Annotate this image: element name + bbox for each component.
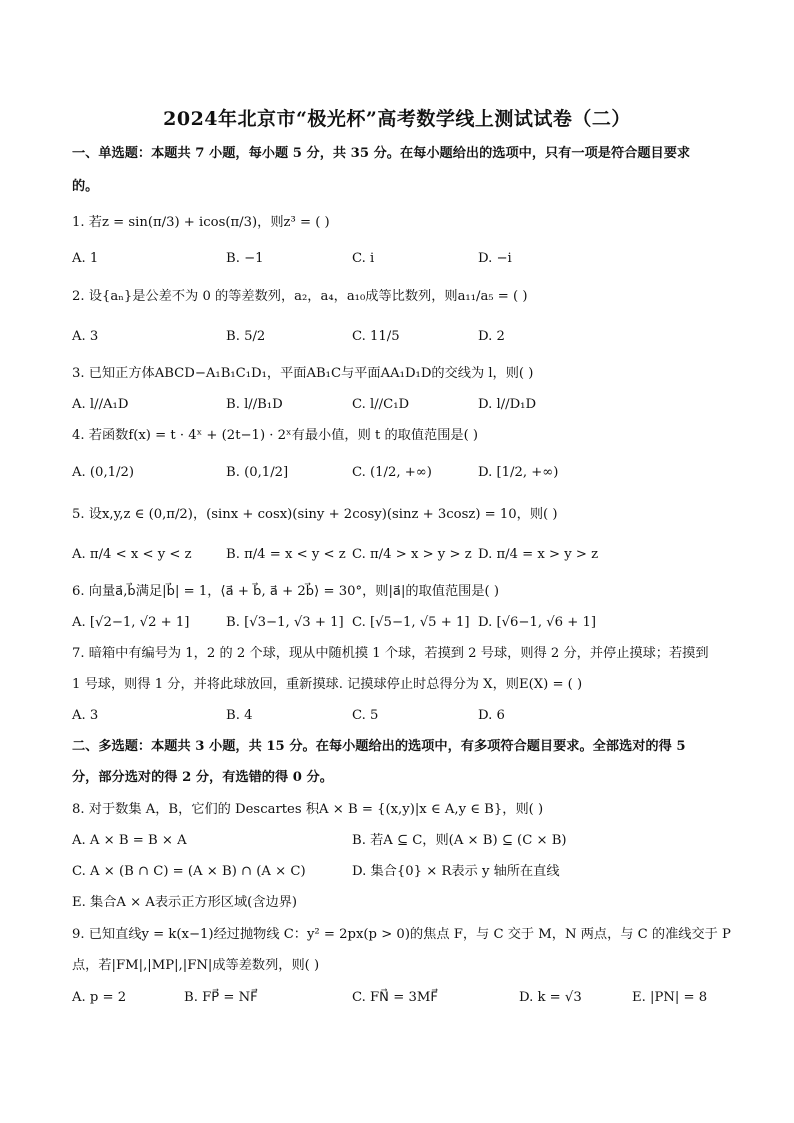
question-5-option-a: A. π/4 < x < y < z xyxy=(72,547,192,562)
question-2-option-a: A. 3 xyxy=(72,329,99,344)
question-3-option-b: B. l//B₁D xyxy=(226,397,283,412)
question-7-option-a: A. 3 xyxy=(72,708,99,723)
section2-instructions: 二、多选题：本题共 3 小题，共 15 分。在每小题给出的选项中，有多项符合题目要求。全部选对的得 5 xyxy=(72,739,686,754)
question-4-options xyxy=(72,464,732,482)
section1-instructions-cont: 的。 xyxy=(72,179,99,194)
question-1-options xyxy=(72,250,732,268)
question-8-options-row3 xyxy=(72,894,732,912)
question-4-option-c: C. (1/2, +∞) xyxy=(352,465,432,480)
question-5-option-d: D. π/4 = x > y > z xyxy=(478,547,599,562)
question-9-option-a: A. p = 2 xyxy=(72,990,127,1005)
question-7-option-b: B. 4 xyxy=(226,708,253,723)
question-3-stem: 3. 已知正方体ABCD−A₁B₁C₁D₁，平面AB₁C与平面AA₁D₁D的交线为 l，则( ) xyxy=(72,366,534,381)
question-3-option-a: A. l//A₁D xyxy=(72,397,129,412)
question-8-option-c: C. A × (B ∩ C) = (A × B) ∩ (A × C) xyxy=(72,864,306,879)
question-7-stem: 7. 暗箱中有编号为 1，2 的 2 个球，现从中随机摸 1 个球，若摸到 2 号球，则得 2 分，并停止摸球；若摸到 xyxy=(72,646,709,661)
question-9-stem-cont: 点，若|FM|,|MP|,|FN|成等差数列，则( ) xyxy=(72,958,320,973)
question-2-options xyxy=(72,328,732,346)
question-7-options xyxy=(72,707,732,725)
question-5-stem: 5. 设x,y,z ∈ (0,π/2)，(sinx + cosx)(siny + 2cosy)(sinz + 3cosz) = 10，则( ) xyxy=(72,507,558,522)
question-9-options xyxy=(72,989,732,1007)
question-1-option-b: B. −1 xyxy=(226,251,264,266)
question-1-option-a: A. 1 xyxy=(72,251,99,266)
question-7-option-c: C. 5 xyxy=(352,708,379,723)
question-6-option-b: B. [√3−1, √3 + 1] xyxy=(226,615,344,630)
question-3-option-d: D. l//D₁D xyxy=(478,397,537,412)
question-5-options xyxy=(72,546,732,564)
question-6-options xyxy=(72,614,732,632)
exam-title: 2024年北京市“极光杯”高考数学线上测试试卷（二） xyxy=(163,108,631,130)
section1-instructions: 一、单选题：本题共 7 小题，每小题 5 分，共 35 分。在每小题给出的选项中，只有一项是符合题目要求 xyxy=(72,146,691,161)
question-4-option-d: D. [1/2, +∞) xyxy=(478,465,559,480)
question-6-option-c: C. [√5−1, √5 + 1] xyxy=(352,615,470,630)
question-2-option-d: D. 2 xyxy=(478,329,505,344)
question-9-option-b: B. FP⃗ = NF⃗ xyxy=(184,990,258,1005)
question-9-option-e: E. |PN| = 8 xyxy=(632,990,708,1005)
question-8-option-a: A. A × B = B × A xyxy=(72,833,187,848)
question-8-option-e: E. 集合A × A表示正方形区域(含边界) xyxy=(72,895,298,910)
question-2-option-c: C. 11/5 xyxy=(352,329,400,344)
question-6-option-a: A. [√2−1, √2 + 1] xyxy=(72,615,190,630)
question-9-option-d: D. k = √3 xyxy=(519,990,582,1005)
question-3-options xyxy=(72,396,732,414)
question-2-option-b: B. 5/2 xyxy=(226,329,266,344)
question-4-option-b: B. (0,1/2] xyxy=(226,465,289,480)
question-9-option-c: C. FN⃗ = 3MF⃗ xyxy=(352,990,438,1005)
question-8-options-row2 xyxy=(72,863,732,881)
question-8-stem: 8. 对于数集 A，B，它们的 Descartes 积A × B = {(x,y)|x ∈ A,y ∈ B}，则( ) xyxy=(72,802,544,817)
question-8-options-row1 xyxy=(72,832,732,850)
question-6-stem: 6. 向量a⃗,b⃗满足|b⃗| = 1，⟨a⃗ + b⃗, a⃗ + 2b⃗⟩ = 30°，则|a⃗|的取值范围是( ) xyxy=(72,584,500,599)
question-4-option-a: A. (0,1/2) xyxy=(72,465,135,480)
question-7-option-d: D. 6 xyxy=(478,708,505,723)
question-1-option-c: C. i xyxy=(352,251,375,266)
question-8-option-d: D. 集合{0} × R表示 y 轴所在直线 xyxy=(352,864,560,879)
section2-instructions-cont: 分，部分选对的得 2 分，有选错的得 0 分。 xyxy=(72,770,333,785)
question-1-stem: 1. 若z = sin(π/3) + icos(π/3)，则z³ = ( ) xyxy=(72,215,330,230)
question-4-stem: 4. 若函数f(x) = t · 4ˣ + (2t−1) · 2ˣ有最小值，则 t 的取值范围是( ) xyxy=(72,428,479,443)
question-1-option-d: D. −i xyxy=(478,251,512,266)
question-6-option-d: D. [√6−1, √6 + 1] xyxy=(478,615,597,630)
question-5-option-c: C. π/4 > x > y > z xyxy=(352,547,472,562)
question-7-stem-cont: 1 号球，则得 1 分，并将此球放回，重新摸球. 记摸球停止时总得分为 X，则E(X) = ( ) xyxy=(72,677,583,692)
question-3-option-c: C. l//C₁D xyxy=(352,397,410,412)
question-9-stem: 9. 已知直线y = k(x−1)经过抛物线 C：y² = 2px(p > 0)的焦点 F，与 C 交于 M，N 两点，与 C 的准线交于 P xyxy=(72,927,731,942)
question-2-stem: 2. 设{aₙ}是公差不为 0 的等差数列，a₂，a₄，a₁₀成等比数列，则a₁₁/a₅ = ( ) xyxy=(72,289,528,304)
question-5-option-b: B. π/4 = x < y < z xyxy=(226,547,346,562)
question-8-option-b: B. 若A ⊆ C，则(A × B) ⊆ (C × B) xyxy=(352,833,567,848)
